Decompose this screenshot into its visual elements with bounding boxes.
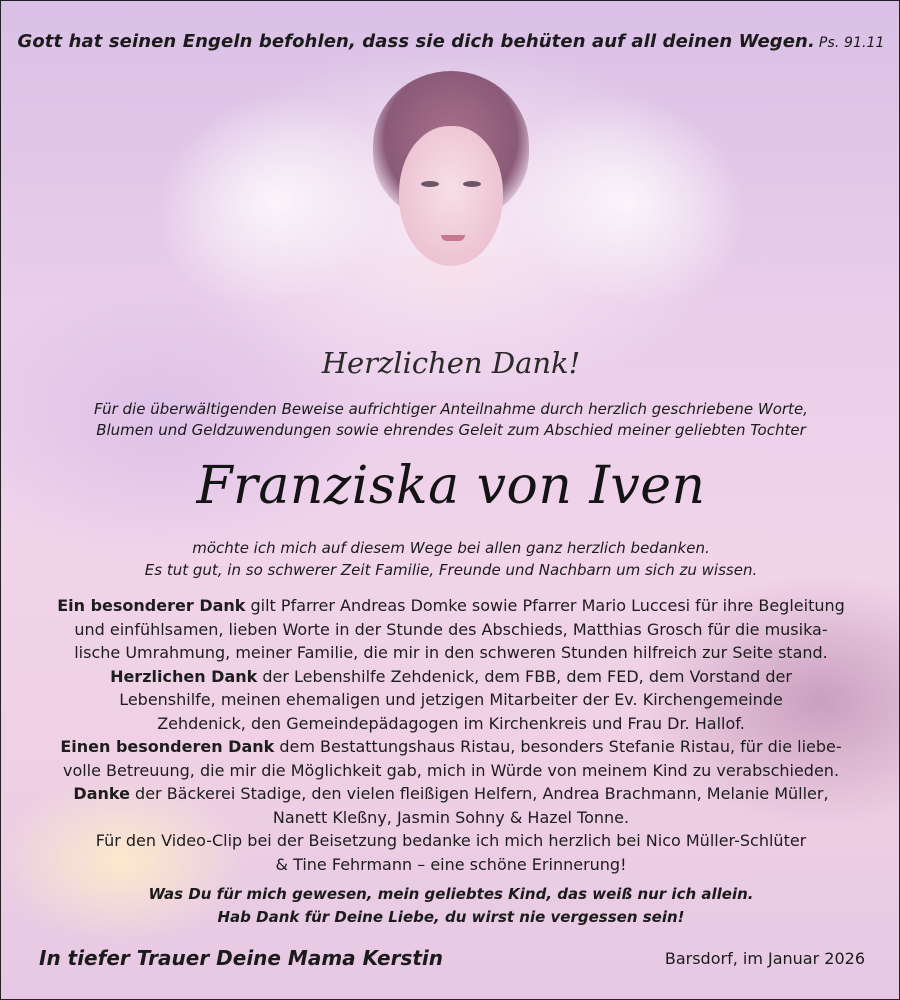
ack-line: der Bäckerei Stadige, den vielen fleißigen Helfern, Andrea Brachmann, Melanie Müller,	[129, 784, 829, 803]
thanks-line: Es tut gut, in so schwerer Zeit Familie, Freunde und Nachbarn um sich zu wissen.	[144, 561, 758, 579]
ack-line: Zehdenick, den Gemeindepädagogen im Kirchenkreis und Frau Dr. Hallof.	[157, 713, 745, 733]
portrait-eye-left	[421, 181, 439, 187]
ack-line: Für den Video-Clip bei der Beisetzung bedanke ich mich herzlich bei Nico Müller-Schlüter	[95, 831, 807, 850]
closing-verse	[1, 883, 900, 929]
place-date: Barsdorf, im Januar 2026	[664, 949, 865, 968]
angel-portrait-image	[361, 71, 541, 321]
ack-line: dem Bestattungshaus Ristau, besonders Stefanie Ristau, für die liebe-	[274, 737, 842, 756]
ack-bold-lead: Danke	[73, 784, 130, 803]
ack-line: gilt Pfarrer Andreas Domke sowie Pfarrer Mario Luccesi für ihre Begleitung	[245, 596, 845, 615]
ack-line: & Tine Fehrmann – eine schöne Erinnerung!	[275, 854, 627, 874]
bible-verse-reference: Ps. 91.11	[818, 35, 885, 51]
portrait-face	[399, 126, 503, 266]
ack-bold-lead: Herzlichen Dank	[110, 666, 258, 686]
deceased-name: Franziska von Iven	[196, 456, 706, 516]
signature: In tiefer Trauer Deine Mama Kerstin	[39, 946, 444, 970]
portrait-glow	[381, 256, 521, 326]
ack-line: volle Betreuung, die mir die Möglichkeit gab, mich in Würde von meinem Kind zu verabschieden.	[62, 760, 840, 780]
ack-bold-lead: Einen besonderen Dank	[60, 737, 275, 756]
acknowledgements	[1, 594, 900, 876]
portrait-mouth	[441, 235, 465, 241]
thanks-line: möchte ich mich auf diesem Wege bei allen ganz herzlich bedanken.	[192, 539, 710, 557]
ack-line: der Lebenshilfe Zehdenick, dem FBB, dem FED, dem Vorstand der	[257, 666, 792, 686]
thanks-text	[1, 537, 900, 581]
bible-verse	[1, 31, 900, 52]
intro-text	[1, 399, 900, 441]
thanks-heading: Herzlichen Dank!	[321, 346, 581, 380]
ack-line: Lebenshilfe, meinen ehemaligen und jetzigen Mitarbeiter der Ev. Kirchengemeinde	[119, 690, 783, 709]
intro-line: Für die überwältigenden Beweise aufrichtiger Anteilnahme durch herzlich geschriebene Worte,	[94, 400, 808, 418]
ack-line: lische Umrahmung, meiner Familie, die mir in den schweren Stunden hilfreich zur Seite stand.	[74, 643, 828, 662]
ack-line: und einfühlsamen, lieben Worte in der Stunde des Abschieds, Matthias Grosch für die musika-	[74, 619, 828, 639]
ack-bold-lead: Ein besonderer Dank	[57, 596, 246, 615]
closing-line: Was Du für mich gewesen, mein geliebtes Kind, das weiß nur ich allein.	[148, 885, 754, 903]
ack-line: Nanett Kleßny, Jasmin Sohny & Hazel Tonne.	[272, 807, 630, 827]
closing-line: Hab Dank für Deine Liebe, du wirst nie vergessen sein!	[217, 908, 685, 926]
bible-verse-text: Gott hat seinen Engeln befohlen, dass sie dich behüten auf all deinen Wegen.	[17, 31, 815, 52]
intro-line: Blumen und Geldzuwendungen sowie ehrendes Geleit zum Abschied meiner geliebten Tochter	[96, 421, 806, 439]
portrait-eye-right	[463, 181, 481, 187]
